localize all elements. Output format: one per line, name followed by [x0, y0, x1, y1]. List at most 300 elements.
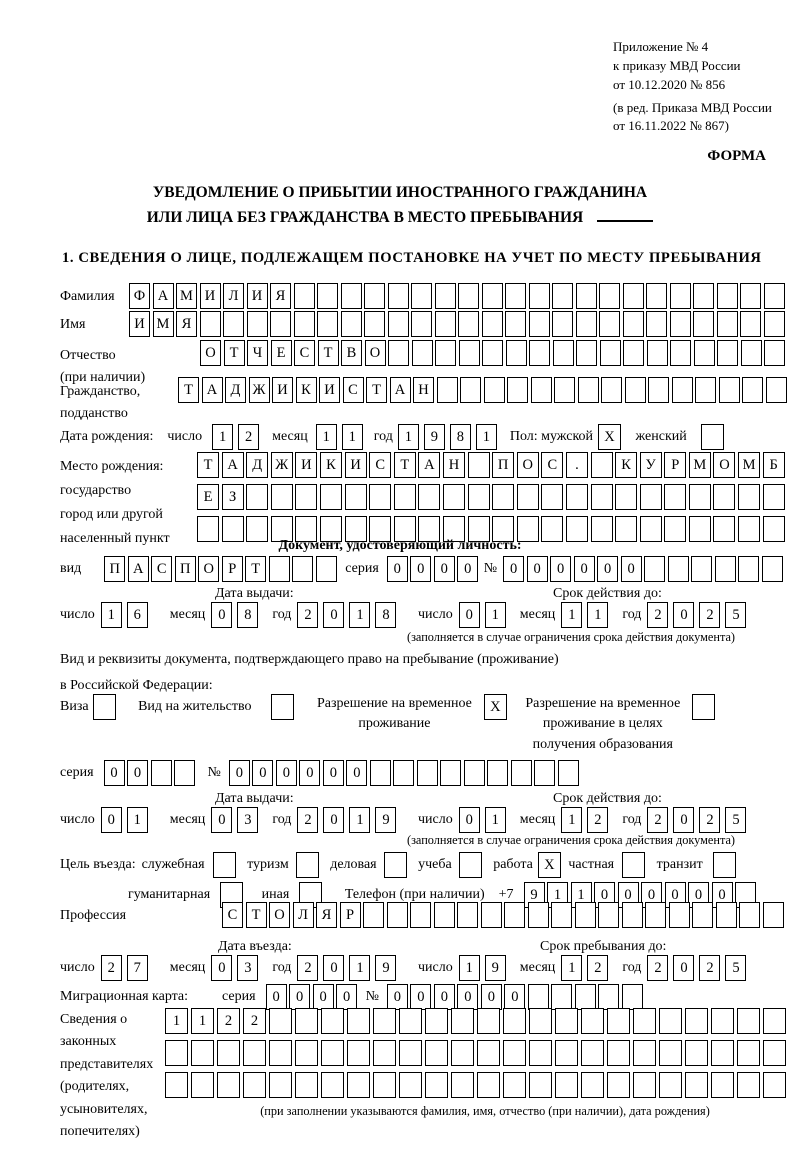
form-cell[interactable]: 2	[217, 1008, 240, 1034]
form-cell[interactable]: 0	[323, 955, 344, 981]
form-cell[interactable]: 1	[127, 807, 148, 833]
form-cell[interactable]: 0	[673, 602, 694, 628]
form-cell[interactable]: 2	[699, 602, 720, 628]
form-cell[interactable]	[695, 377, 716, 403]
doc-series-cells[interactable]	[387, 556, 481, 582]
form-cell[interactable]: 0	[127, 760, 148, 786]
form-cell[interactable]: Л	[293, 902, 314, 928]
form-cell[interactable]: Т	[246, 902, 267, 928]
form-cell[interactable]: 0	[641, 882, 662, 908]
form-cell[interactable]: К	[615, 452, 637, 478]
form-cell[interactable]	[737, 1008, 760, 1034]
form-cell[interactable]	[737, 1040, 760, 1066]
form-cell[interactable]: 1	[476, 424, 497, 450]
form-cell[interactable]	[713, 852, 736, 878]
form-cell[interactable]	[458, 311, 479, 337]
form-cell[interactable]	[646, 311, 667, 337]
form-cell[interactable]: 0	[410, 556, 431, 582]
form-cell[interactable]	[717, 283, 738, 309]
form-cell[interactable]	[717, 311, 738, 337]
form-cell[interactable]: 2	[243, 1008, 266, 1034]
form-cell[interactable]	[691, 556, 712, 582]
form-cell[interactable]: 1	[349, 955, 370, 981]
form-cell[interactable]: 1	[191, 1008, 214, 1034]
form-cell[interactable]	[507, 377, 528, 403]
form-cell[interactable]	[701, 424, 724, 450]
form-cell[interactable]	[399, 1008, 422, 1034]
form-cell[interactable]: 0	[673, 807, 694, 833]
form-cell[interactable]	[217, 1072, 240, 1098]
form-cell[interactable]	[425, 1008, 448, 1034]
form-cell[interactable]: 0	[101, 807, 122, 833]
form-cell[interactable]	[363, 902, 384, 928]
migration-number-cells[interactable]	[387, 984, 646, 1010]
form-cell[interactable]: Я	[316, 902, 337, 928]
form-cell[interactable]: П	[492, 452, 514, 478]
form-cell[interactable]: X	[598, 424, 621, 450]
form-cell[interactable]: 0	[459, 602, 480, 628]
form-cell[interactable]	[151, 760, 172, 786]
form-cell[interactable]	[320, 484, 342, 510]
form-cell[interactable]	[740, 311, 761, 337]
form-cell[interactable]: 2	[238, 424, 259, 450]
form-cell[interactable]: 5	[725, 955, 746, 981]
form-cell[interactable]: Т	[318, 340, 339, 366]
form-cell[interactable]	[191, 1072, 214, 1098]
form-cell[interactable]	[581, 1008, 604, 1034]
form-cell[interactable]: 2	[699, 955, 720, 981]
form-cell[interactable]	[246, 484, 268, 510]
doc-expiry-year-cells[interactable]	[647, 602, 751, 628]
form-cell[interactable]	[384, 852, 407, 878]
form-cell[interactable]	[506, 340, 527, 366]
form-cell[interactable]: Т	[197, 452, 219, 478]
form-cell[interactable]	[694, 340, 715, 366]
form-cell[interactable]: 1	[212, 424, 233, 450]
form-cell[interactable]: 1	[547, 882, 568, 908]
form-cell[interactable]	[711, 1072, 734, 1098]
form-cell[interactable]: 0	[387, 556, 408, 582]
purpose-tourism-checkbox[interactable]	[296, 852, 322, 878]
form-cell[interactable]: Б	[763, 452, 785, 478]
form-cell[interactable]	[764, 340, 785, 366]
residence-issue-year-cells[interactable]	[297, 807, 401, 833]
form-cell[interactable]	[373, 1040, 396, 1066]
form-cell[interactable]: Ж	[249, 377, 270, 403]
form-cell[interactable]	[555, 1008, 578, 1034]
form-cell[interactable]	[459, 340, 480, 366]
form-cell[interactable]	[711, 1008, 734, 1034]
form-cell[interactable]	[511, 760, 532, 786]
form-cell[interactable]: 0	[527, 556, 548, 582]
form-cell[interactable]: 0	[104, 760, 125, 786]
form-cell[interactable]: И	[247, 283, 268, 309]
form-cell[interactable]	[457, 902, 478, 928]
form-cell[interactable]	[762, 556, 783, 582]
representatives-row1-cells[interactable]	[165, 1008, 789, 1034]
form-cell[interactable]: Н	[443, 452, 465, 478]
form-cell[interactable]	[411, 283, 432, 309]
form-cell[interactable]	[647, 340, 668, 366]
form-cell[interactable]: 1	[561, 602, 582, 628]
form-cell[interactable]: 8	[237, 602, 258, 628]
form-cell[interactable]	[477, 1072, 500, 1098]
form-cell[interactable]	[622, 902, 643, 928]
form-cell[interactable]: Т	[394, 452, 416, 478]
form-cell[interactable]	[347, 1072, 370, 1098]
form-cell[interactable]	[316, 556, 337, 582]
form-cell[interactable]: К	[320, 452, 342, 478]
form-cell[interactable]	[269, 1008, 292, 1034]
form-cell[interactable]	[553, 340, 574, 366]
form-cell[interactable]	[669, 902, 690, 928]
form-cell[interactable]	[482, 283, 503, 309]
form-cell[interactable]: X	[484, 694, 507, 720]
form-cell[interactable]	[505, 311, 526, 337]
form-cell[interactable]	[492, 484, 514, 510]
form-cell[interactable]	[598, 902, 619, 928]
form-cell[interactable]	[468, 452, 490, 478]
form-cell[interactable]	[174, 760, 195, 786]
form-cell[interactable]: 2	[297, 602, 318, 628]
form-cell[interactable]	[217, 1040, 240, 1066]
form-cell[interactable]	[534, 760, 555, 786]
form-cell[interactable]: И	[319, 377, 340, 403]
form-cell[interactable]	[576, 283, 597, 309]
form-cell[interactable]	[504, 902, 525, 928]
entry-month-cells[interactable]	[211, 955, 263, 981]
form-cell[interactable]: 0	[211, 955, 232, 981]
form-cell[interactable]	[294, 283, 315, 309]
form-cell[interactable]: И	[200, 283, 221, 309]
form-cell[interactable]	[271, 694, 294, 720]
sex-male-checkbox[interactable]	[598, 424, 624, 450]
residence-series-cells[interactable]	[104, 760, 198, 786]
temp-permit-checkbox[interactable]	[484, 694, 510, 720]
form-cell[interactable]	[321, 1008, 344, 1034]
form-cell[interactable]	[554, 377, 575, 403]
form-cell[interactable]	[576, 311, 597, 337]
form-cell[interactable]: А	[202, 377, 223, 403]
form-cell[interactable]	[599, 283, 620, 309]
form-cell[interactable]	[295, 1040, 318, 1066]
form-cell[interactable]	[633, 1040, 656, 1066]
form-cell[interactable]	[458, 283, 479, 309]
form-cell[interactable]: .	[566, 452, 588, 478]
form-cell[interactable]	[321, 1040, 344, 1066]
form-cell[interactable]: 0	[665, 882, 686, 908]
form-cell[interactable]	[763, 902, 784, 928]
form-cell[interactable]: 0	[618, 882, 639, 908]
form-cell[interactable]	[740, 283, 761, 309]
form-cell[interactable]	[672, 377, 693, 403]
form-cell[interactable]: Е	[197, 484, 219, 510]
form-cell[interactable]: 0	[504, 984, 525, 1010]
form-cell[interactable]	[622, 852, 645, 878]
form-cell[interactable]: 1	[485, 602, 506, 628]
form-cell[interactable]	[633, 1072, 656, 1098]
form-cell[interactable]: 9	[424, 424, 445, 450]
form-cell[interactable]	[247, 311, 268, 337]
form-cell[interactable]	[575, 902, 596, 928]
form-cell[interactable]	[388, 340, 409, 366]
form-cell[interactable]	[370, 760, 391, 786]
form-cell[interactable]	[717, 340, 738, 366]
form-cell[interactable]	[295, 1072, 318, 1098]
form-cell[interactable]: О	[200, 340, 221, 366]
form-cell[interactable]	[625, 377, 646, 403]
form-cell[interactable]	[468, 484, 490, 510]
form-cell[interactable]	[477, 1040, 500, 1066]
form-cell[interactable]	[443, 484, 465, 510]
form-cell[interactable]: С	[294, 340, 315, 366]
form-cell[interactable]	[417, 760, 438, 786]
form-cell[interactable]: 0	[336, 984, 357, 1010]
form-cell[interactable]	[578, 377, 599, 403]
residence-expiry-day-cells[interactable]	[459, 807, 511, 833]
form-cell[interactable]: А	[153, 283, 174, 309]
form-cell[interactable]	[410, 902, 431, 928]
form-cell[interactable]: А	[128, 556, 149, 582]
form-cell[interactable]: С	[343, 377, 364, 403]
form-cell[interactable]	[529, 311, 550, 337]
form-cell[interactable]	[659, 1008, 682, 1034]
form-cell[interactable]	[555, 1040, 578, 1066]
form-cell[interactable]	[644, 556, 665, 582]
form-cell[interactable]: X	[538, 852, 561, 878]
form-cell[interactable]: 0	[229, 760, 250, 786]
surname-cells[interactable]	[129, 283, 787, 309]
form-cell[interactable]	[484, 377, 505, 403]
form-cell[interactable]	[373, 1008, 396, 1034]
form-cell[interactable]	[599, 311, 620, 337]
form-cell[interactable]: 8	[450, 424, 471, 450]
form-cell[interactable]	[598, 984, 619, 1010]
form-cell[interactable]: 0	[550, 556, 571, 582]
form-cell[interactable]	[451, 1008, 474, 1034]
form-cell[interactable]: О	[198, 556, 219, 582]
form-cell[interactable]: 5	[725, 807, 746, 833]
form-cell[interactable]	[93, 694, 116, 720]
form-cell[interactable]	[623, 340, 644, 366]
form-cell[interactable]: 1	[342, 424, 363, 450]
purpose-work-checkbox[interactable]	[538, 852, 564, 878]
form-cell[interactable]	[477, 1008, 500, 1034]
form-cell[interactable]: Р	[340, 902, 361, 928]
form-cell[interactable]	[555, 1072, 578, 1098]
form-cell[interactable]	[739, 902, 760, 928]
form-cell[interactable]: 0	[252, 760, 273, 786]
form-cell[interactable]: Т	[178, 377, 199, 403]
form-cell[interactable]	[685, 1040, 708, 1066]
form-cell[interactable]	[435, 311, 456, 337]
form-cell[interactable]: 0	[503, 556, 524, 582]
form-cell[interactable]	[364, 311, 385, 337]
form-cell[interactable]: 0	[410, 984, 431, 1010]
form-cell[interactable]: 1	[587, 602, 608, 628]
form-cell[interactable]	[412, 340, 433, 366]
form-cell[interactable]: 3	[237, 807, 258, 833]
form-cell[interactable]: 0	[673, 955, 694, 981]
form-cell[interactable]: Р	[222, 556, 243, 582]
form-cell[interactable]: 9	[524, 882, 545, 908]
residence-issue-day-cells[interactable]	[101, 807, 153, 833]
form-cell[interactable]	[766, 377, 787, 403]
visa-checkbox[interactable]	[93, 694, 119, 720]
form-cell[interactable]: 0	[323, 602, 344, 628]
form-cell[interactable]	[529, 283, 550, 309]
form-cell[interactable]: 5	[725, 602, 746, 628]
doc-expiry-month-cells[interactable]	[561, 602, 613, 628]
form-cell[interactable]	[670, 311, 691, 337]
purpose-private-checkbox[interactable]	[622, 852, 648, 878]
form-cell[interactable]: И	[129, 311, 150, 337]
form-cell[interactable]: 0	[574, 556, 595, 582]
form-cell[interactable]	[200, 311, 221, 337]
form-cell[interactable]	[482, 311, 503, 337]
form-cell[interactable]	[551, 984, 572, 1010]
form-cell[interactable]: С	[541, 452, 563, 478]
form-cell[interactable]: 0	[457, 984, 478, 1010]
form-cell[interactable]	[633, 1008, 656, 1034]
form-cell[interactable]	[373, 1072, 396, 1098]
migration-series-cells[interactable]	[266, 984, 360, 1010]
form-cell[interactable]	[191, 1040, 214, 1066]
form-cell[interactable]	[243, 1040, 266, 1066]
doc-number-cells[interactable]	[503, 556, 785, 582]
doc-expiry-day-cells[interactable]	[459, 602, 511, 628]
form-cell[interactable]	[692, 902, 713, 928]
form-cell[interactable]	[607, 1072, 630, 1098]
form-cell[interactable]	[552, 311, 573, 337]
form-cell[interactable]	[689, 484, 711, 510]
form-cell[interactable]: 0	[299, 760, 320, 786]
form-cell[interactable]	[645, 902, 666, 928]
residence-permit-checkbox[interactable]	[271, 694, 297, 720]
form-cell[interactable]	[670, 283, 691, 309]
form-cell[interactable]: 0	[323, 807, 344, 833]
form-cell[interactable]	[460, 377, 481, 403]
form-cell[interactable]: 0	[434, 556, 455, 582]
form-cell[interactable]	[388, 283, 409, 309]
form-cell[interactable]	[418, 484, 440, 510]
until-day-cells[interactable]	[459, 955, 511, 981]
form-cell[interactable]	[425, 1040, 448, 1066]
form-cell[interactable]: 0	[481, 984, 502, 1010]
form-cell[interactable]	[763, 1008, 786, 1034]
form-cell[interactable]: С	[369, 452, 391, 478]
form-cell[interactable]	[387, 902, 408, 928]
form-cell[interactable]: 2	[297, 955, 318, 981]
form-cell[interactable]	[575, 984, 596, 1010]
form-cell[interactable]	[451, 1040, 474, 1066]
form-cell[interactable]: В	[341, 340, 362, 366]
form-cell[interactable]	[685, 1072, 708, 1098]
doc-type-cells[interactable]	[104, 556, 339, 582]
form-cell[interactable]: Т	[224, 340, 245, 366]
form-cell[interactable]	[269, 1040, 292, 1066]
form-cell[interactable]	[529, 1008, 552, 1034]
form-cell[interactable]: 0	[594, 882, 615, 908]
form-cell[interactable]	[294, 311, 315, 337]
form-cell[interactable]: 1	[459, 955, 480, 981]
form-cell[interactable]: 2	[587, 955, 608, 981]
form-cell[interactable]: Ж	[271, 452, 293, 478]
until-month-cells[interactable]	[561, 955, 613, 981]
form-cell[interactable]: К	[296, 377, 317, 403]
form-cell[interactable]	[503, 1008, 526, 1034]
form-cell[interactable]	[243, 1072, 266, 1098]
form-cell[interactable]	[317, 311, 338, 337]
form-cell[interactable]	[591, 452, 613, 478]
representatives-row2-cells[interactable]	[165, 1040, 789, 1066]
form-cell[interactable]: 2	[647, 807, 668, 833]
form-cell[interactable]: Л	[223, 283, 244, 309]
purpose-business-checkbox[interactable]	[384, 852, 410, 878]
form-cell[interactable]	[670, 340, 691, 366]
form-cell[interactable]	[394, 484, 416, 510]
form-cell[interactable]	[531, 377, 552, 403]
form-cell[interactable]	[269, 556, 290, 582]
form-cell[interactable]: 0	[211, 807, 232, 833]
form-cell[interactable]: 0	[387, 984, 408, 1010]
form-cell[interactable]	[763, 1072, 786, 1098]
form-cell[interactable]: Т	[245, 556, 266, 582]
form-cell[interactable]: А	[390, 377, 411, 403]
form-cell[interactable]: 0	[346, 760, 367, 786]
form-cell[interactable]	[529, 1072, 552, 1098]
residence-expiry-month-cells[interactable]	[561, 807, 613, 833]
form-cell[interactable]: Р	[664, 452, 686, 478]
form-cell[interactable]	[607, 1040, 630, 1066]
form-cell[interactable]	[764, 283, 785, 309]
doc-issue-year-cells[interactable]	[297, 602, 401, 628]
form-cell[interactable]: Д	[246, 452, 268, 478]
form-cell[interactable]: П	[104, 556, 125, 582]
form-cell[interactable]	[165, 1072, 188, 1098]
form-cell[interactable]	[459, 852, 482, 878]
form-cell[interactable]: А	[418, 452, 440, 478]
until-year-cells[interactable]	[647, 955, 751, 981]
form-cell[interactable]	[668, 556, 689, 582]
form-cell[interactable]	[659, 1040, 682, 1066]
form-cell[interactable]	[659, 1072, 682, 1098]
form-cell[interactable]	[437, 377, 458, 403]
form-cell[interactable]	[623, 283, 644, 309]
form-cell[interactable]: 7	[127, 955, 148, 981]
form-cell[interactable]: 0	[313, 984, 334, 1010]
form-cell[interactable]	[648, 377, 669, 403]
form-cell[interactable]: Д	[225, 377, 246, 403]
residence-expiry-year-cells[interactable]	[647, 807, 751, 833]
form-cell[interactable]	[341, 283, 362, 309]
form-cell[interactable]: 1	[561, 807, 582, 833]
form-cell[interactable]	[503, 1072, 526, 1098]
form-cell[interactable]: 2	[101, 955, 122, 981]
form-cell[interactable]	[528, 902, 549, 928]
form-cell[interactable]: Ч	[247, 340, 268, 366]
form-cell[interactable]	[364, 283, 385, 309]
birth-day-cells[interactable]	[212, 424, 264, 450]
form-cell[interactable]	[738, 484, 760, 510]
form-cell[interactable]	[711, 1040, 734, 1066]
form-cell[interactable]	[425, 1072, 448, 1098]
form-cell[interactable]: И	[295, 452, 317, 478]
form-cell[interactable]	[528, 984, 549, 1010]
form-cell[interactable]	[763, 1040, 786, 1066]
form-cell[interactable]: З	[222, 484, 244, 510]
form-cell[interactable]	[345, 484, 367, 510]
